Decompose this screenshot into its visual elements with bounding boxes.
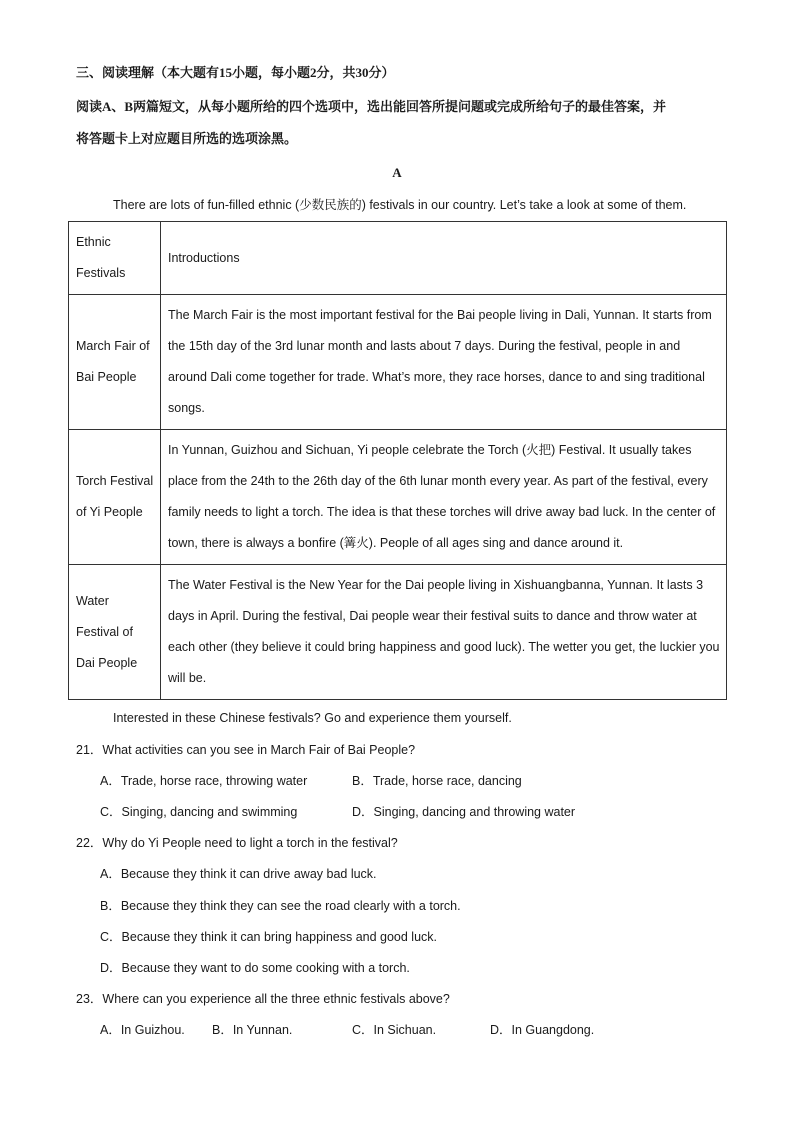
question-21-option-c[interactable]: C．Singing, dancing and swimming	[100, 805, 298, 819]
passage-outro: Interested in these Chinese festivals? Go and experience them yourself.	[113, 711, 512, 725]
question-22-option-d[interactable]: D．Because they want to do some cooking with a torch.	[100, 961, 410, 975]
instruction-line-1: 阅读A、B两篇短文，从每小题所给的四个选项中，选出能回答所提问题或完成所给句子的最佳答案，并	[76, 99, 667, 114]
question-21-stem: 21．What activities can you see in March Fair of Bai People?	[76, 743, 416, 757]
festival-intro-cell: In Yunnan, Guizhou and Sichuan, Yi people celebrate the Torch (火把) Festival. It usually takes place from the 24th to the 26th day of the 6th lunar month every year. As part of the festival, every family needs to light a torch. The idea is that these torches will drive away bad luck. In the center of town, there is always a bonfire (篝火). People of all ages sing and dance around it.	[161, 430, 727, 565]
question-22-option-b[interactable]: B．Because they think they can see the road clearly with a torch.	[100, 899, 461, 913]
question-23-stem: 23．Where can you experience all the three ethnic festivals above?	[76, 992, 450, 1006]
table-row	[69, 295, 727, 430]
festival-name-cell: Water Festival of Dai People	[69, 565, 161, 700]
table-row	[69, 565, 727, 700]
festival-intro-cell: The March Fair is the most important festival for the Bai people living in Dali, Yunnan. It starts from the 15th day of the 3rd lunar month and lasts about 7 days. During the festival, people in and around Dali come together for trade. What’s more, they race horses, dance to and sing traditional songs.	[161, 295, 727, 430]
instruction-line-2: 将答题卡上对应题目所选的选项涂黑。	[76, 131, 298, 146]
question-23-option-c[interactable]: C．In Sichuan.	[352, 1023, 437, 1037]
table-header-row	[69, 222, 727, 295]
question-23-option-a[interactable]: A．In Guizhou.	[100, 1023, 185, 1037]
question-23-option-d[interactable]: D．In Guangdong.	[490, 1023, 595, 1037]
question-23-option-b[interactable]: B．In Yunnan.	[212, 1023, 293, 1037]
festival-table	[68, 221, 727, 700]
question-21-option-b[interactable]: B．Trade, horse race, dancing	[352, 774, 522, 788]
festival-name-cell: March Fair of Bai People	[69, 295, 161, 430]
passage-label: A	[392, 165, 402, 180]
header-festival-cell: Ethnic Festivals	[69, 222, 161, 295]
section-heading: 三、阅读理解（本大题有15小题，每小题2分，共30分）	[76, 65, 395, 80]
festival-intro-cell: The Water Festival is the New Year for the Dai people living in Xishuangbanna, Yunnan. It lasts 3 days in April. During the festival, Dai people wear their festival suits to dance and throw water at each other (they believe it could bring happiness and good luck). The wetter you get, the luckier you will be.	[161, 565, 727, 700]
question-21-option-d[interactable]: D．Singing, dancing and throwing water	[352, 805, 576, 819]
table-row	[69, 430, 727, 565]
festival-name-cell: Torch Festival of Yi People	[69, 430, 161, 565]
question-22-option-a[interactable]: A．Because they think it can drive away bad luck.	[100, 867, 377, 881]
header-introductions-cell: Introductions	[161, 222, 727, 295]
question-22-stem: 22．Why do Yi People need to light a torch in the festival?	[76, 836, 398, 850]
passage-intro: There are lots of fun-filled ethnic (少数民族的) festivals in our country. Let’s take a look at some of them.	[113, 198, 687, 212]
question-21-option-a[interactable]: A．Trade, horse race, throwing water	[100, 774, 308, 788]
question-22-option-c[interactable]: C．Because they think it can bring happiness and good luck.	[100, 930, 438, 944]
